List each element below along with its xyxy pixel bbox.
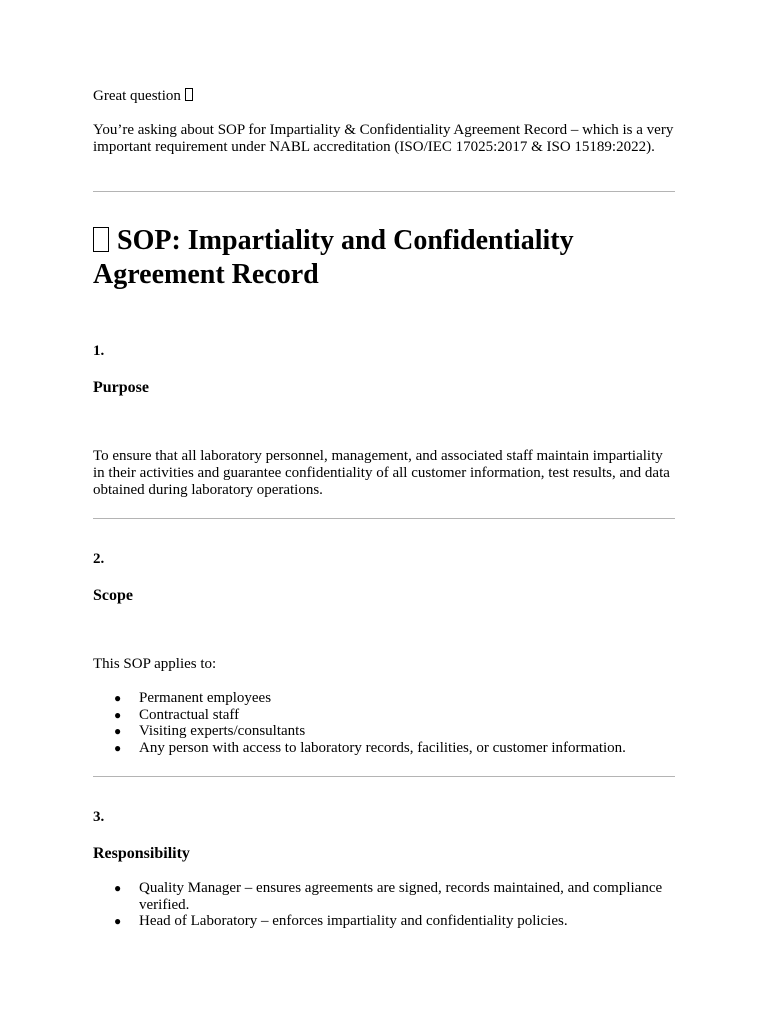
- list-item-text: Any person with access to laboratory records, facilities, or customer information.: [139, 739, 626, 756]
- divider: [93, 518, 675, 519]
- list-item-text: Visiting experts/consultants: [139, 723, 306, 740]
- list-item: [93, 690, 675, 707]
- missing-glyph-icon: [185, 88, 193, 101]
- section-heading-scope: Scope: [93, 587, 133, 604]
- list-item: [93, 707, 675, 724]
- scope-list: [93, 690, 675, 756]
- list-item-text: Contractual staff: [139, 706, 240, 723]
- list-item: [93, 880, 675, 913]
- section-number-purpose: 1.: [93, 343, 105, 359]
- bullet-icon: ●: [114, 724, 122, 739]
- list-item: [93, 913, 675, 930]
- bullet-icon: ●: [114, 740, 122, 755]
- page-title-text: SOP: Impartiality and Confidentiality Agreement Record: [93, 225, 574, 290]
- list-item-text: Quality Manager – ensures agreements are signed, records maintained, and compliance verified.: [139, 880, 663, 913]
- bullet-icon: ●: [114, 881, 122, 895]
- list-item-text: Head of Laboratory – enforces impartiality and confidentiality policies.: [139, 913, 568, 930]
- list-item: [93, 740, 675, 757]
- page-title: [93, 224, 675, 292]
- section-heading-responsibility: Responsibility: [93, 845, 190, 862]
- greeting: [93, 88, 193, 105]
- list-item-text: Permanent employees: [139, 690, 272, 706]
- purpose-paragraph: To ensure that all laboratory personnel, management, and associated staff maintain impartiality in their activities and guarantee confidentiality of all customer information, test results, and data obtained during laboratory operations.: [93, 448, 670, 498]
- intro-paragraph: You’re asking about SOP for Impartiality & Confidentiality Agreement Record – which is a very important requirement under NABL accreditation (ISO/IEC 17025:2017 & ISO 15189:2022).: [93, 122, 674, 155]
- title-missing-glyph-icon: [93, 227, 109, 252]
- bullet-icon: ●: [114, 691, 122, 705]
- scope-intro: This SOP applies to:: [93, 656, 217, 672]
- section-heading-purpose: Purpose: [93, 379, 149, 396]
- bullet-icon: ●: [114, 914, 122, 929]
- section-number-scope: 2.: [93, 551, 105, 567]
- list-item: [93, 723, 675, 740]
- bullet-icon: ●: [114, 707, 122, 722]
- responsibility-list: [93, 880, 675, 930]
- greeting-text: Great question: [93, 88, 181, 104]
- section-number-responsibility: 3.: [93, 809, 105, 825]
- divider: [93, 776, 675, 777]
- divider: [93, 191, 675, 192]
